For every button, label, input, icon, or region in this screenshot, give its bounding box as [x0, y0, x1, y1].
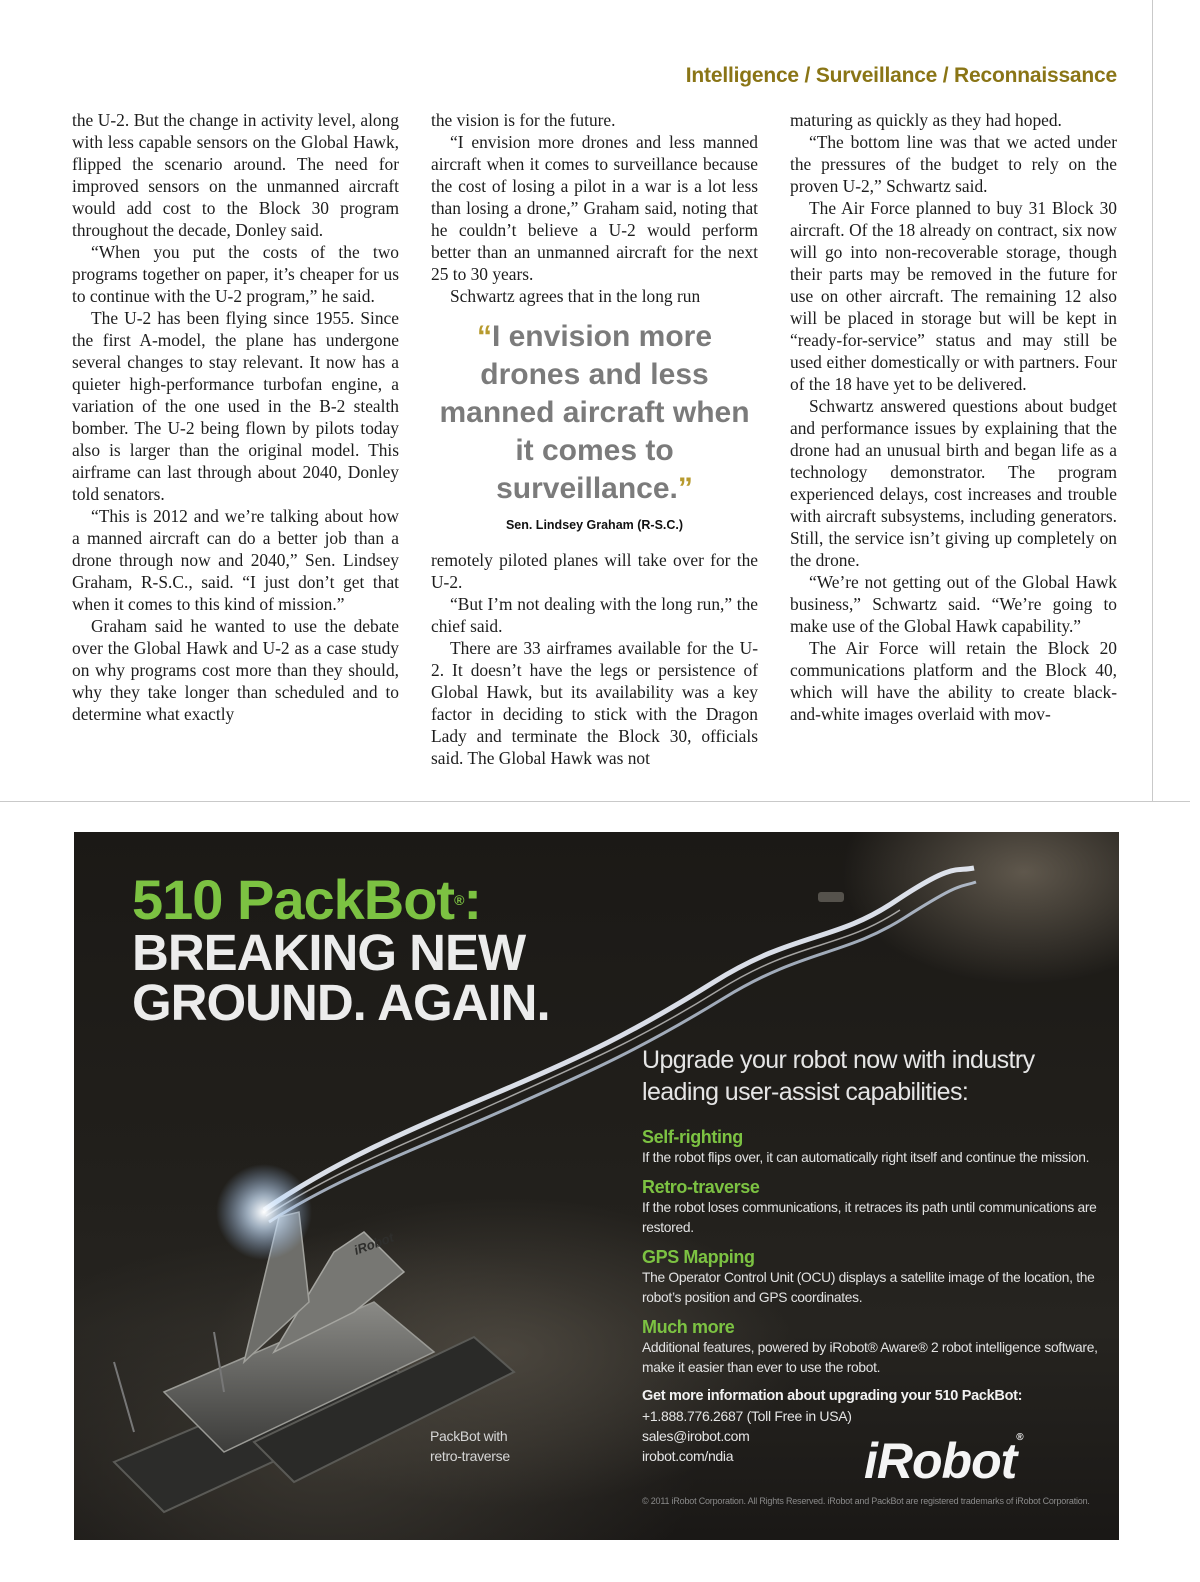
paragraph: “The bottom line was that we acted under the pressures of the budget to rely on the proven U-2,” Schwartz said. — [790, 132, 1117, 196]
section-title: Intelligence / Surveillance / Reconnaissance — [685, 64, 1117, 87]
pull-quote — [431, 318, 758, 532]
paragraph: The U-2 has been flying since 1955. Since the first A-model, the plane has undergone several changes to stay relevant. It now has a quieter high-performance turbofan engine, a variation of the one used in the B-2 stealth bomber. The U-2 being flown by pilots today also is larger than the original model. This airframe can last through about 2040, Donley told senators. — [72, 308, 399, 504]
feature-item — [642, 1246, 1112, 1308]
paragraph: “We’re not getting out of the Global Hawk business,” Schwartz said. “We’re going to make use of the Global Hawk capability.” — [790, 572, 1117, 636]
feature-item — [642, 1176, 1112, 1238]
paragraph: Graham said he wanted to use the debate over the Global Hawk and U-2 as a case study on why programs cost more than they should, why they take longer than scheduled and to determine what exactly — [72, 616, 399, 724]
paragraph: The Air Force planned to buy 31 Block 30 aircraft. Of the 18 already on contract, six now will go into non-recoverable storage, though their parts may be removed in the future for use on other aircraft. The remaining 12 also will be placed in storage but will be kept in “ready-for-service” status and may still be used either domestically or with partners. Four of the 18 have yet to be delivered. — [790, 198, 1117, 394]
contact-phone: +1.888.776.2687 (Toll Free in USA) — [642, 1408, 852, 1424]
feature-item — [642, 1126, 1112, 1168]
paragraph: “But I’m not dealing with the long run,” the chief said. — [431, 594, 758, 636]
image-caption: PackBot with retro-traverse — [430, 1428, 510, 1464]
feature-description: The Operator Control Unit (OCU) displays a satellite image of the location, the robot’s position and GPS coordinates. — [642, 1270, 1095, 1305]
article-column-2-top — [431, 109, 758, 307]
close-quote-mark: ” — [677, 472, 693, 505]
paragraph: Schwartz answered questions about budget and performance issues by explaining that the drone had an unusual birth and began life as a technology demonstrator. The program experienced delays, cost increases and trouble with aircraft subsystems, including generators. Still, the service isn’t giving up completely on the drone. — [790, 396, 1117, 570]
robot-body-label: iRobot — [351, 1229, 396, 1258]
registered-mark: ® — [454, 892, 464, 908]
page-edge-rule — [1152, 0, 1153, 802]
paragraph: “This is 2012 and we’re talking about how a manned aircraft can do a better job than a drone through now and 2040,” Sen. Lindsey Graham, R-S.C., said. “I just don’t get that when it comes to this kind of mission.” — [72, 506, 399, 614]
ad-headline-line: GROUND. AGAIN. — [132, 974, 550, 1031]
contact-lead: Get more information about upgrading your 510 PackBot: — [642, 1388, 1023, 1404]
pull-quote-text: I envision more drones and less manned aircraft when it comes to surveillance. — [439, 320, 750, 505]
contact-email: sales@irobot.com — [642, 1428, 750, 1444]
article-column-3 — [790, 109, 1117, 725]
ad-headline-line: BREAKING NEW — [132, 924, 526, 981]
ad-headline-tagline — [132, 924, 550, 1031]
feature-item — [642, 1316, 1112, 1378]
open-quote-mark: “ — [476, 320, 492, 353]
paragraph: maturing as quickly as they had hoped. — [790, 110, 1062, 130]
distant-robot — [818, 892, 844, 902]
paragraph: Schwartz agrees that in the long run — [450, 286, 701, 306]
feature-description: If the robot flips over, it can automatically right itself and continue the mission. — [642, 1150, 1090, 1165]
legal-notice: © 2011 iRobot Corporation. All Rights Reserved. iRobot and PackBot are registered trademarks of iRobot Corporation. — [642, 1496, 1090, 1506]
paragraph: the vision is for the future. — [431, 110, 616, 130]
paragraph: remotely piloted planes will take over for the U-2. — [431, 550, 758, 592]
ad-headline-product: 510 PackBot®: — [132, 868, 482, 931]
contact-website: irobot.com/ndia — [642, 1448, 734, 1464]
section-divider — [0, 801, 1190, 802]
packbot-advertisement — [74, 832, 1119, 1540]
paragraph: There are 33 airframes available for the U-2. It doesn’t have the legs or persistence of Global Hawk, but its availability was a key factor in deciding to stick with the Dragon Lady and terminate the Block 30, officials said. The Global Hawk was not — [431, 638, 758, 768]
article-column-1 — [72, 109, 399, 725]
pull-quote-attribution: Sen. Lindsey Graham (R-S.C.) — [505, 518, 684, 532]
ad-subhead: Upgrade your robot now with industry leading user-assist capabilities: — [642, 1046, 1035, 1106]
article-column-2-bottom — [431, 549, 758, 769]
headlight-glow — [216, 1164, 312, 1260]
paragraph: the U-2. But the change in activity level, along with less capable sensors on the Global Hawk, flipped the scenario around. The need for improved sensors on the unmanned aircraft would add cost to the Block 30 program throughout the decade, Donley said. — [72, 110, 399, 240]
feature-title: GPS Mapping — [642, 1247, 755, 1267]
irobot-logo: iRobot® — [864, 1432, 1023, 1489]
packbot-robot — [114, 1212, 514, 1512]
feature-description: If the robot loses communications, it retraces its path until communications are restored. — [642, 1200, 1097, 1235]
feature-title: Retro-traverse — [642, 1177, 760, 1197]
paragraph: “I envision more drones and less manned aircraft when it comes to surveillance because the cost of losing a pilot in a war is a lot less than losing a drone,” Graham said, noting that he couldn’t believe a U-2 would perform better than an unmanned aircraft for the next 25 to 30 years. — [431, 132, 758, 284]
feature-title: Much more — [642, 1317, 735, 1337]
paragraph: “When you put the costs of the two programs together on paper, it’s cheaper for us to continue with the U-2 program,” he said. — [72, 242, 399, 306]
feature-title: Self-righting — [642, 1127, 743, 1147]
feature-description: Additional features, powered by iRobot® Aware® 2 robot intelligence software, make it easier than ever to use the robot. — [642, 1340, 1098, 1375]
paragraph: The Air Force will retain the Block 20 communications platform and the Block 40, which will have the ability to create black-and-white images overlaid with mov- — [790, 638, 1117, 724]
